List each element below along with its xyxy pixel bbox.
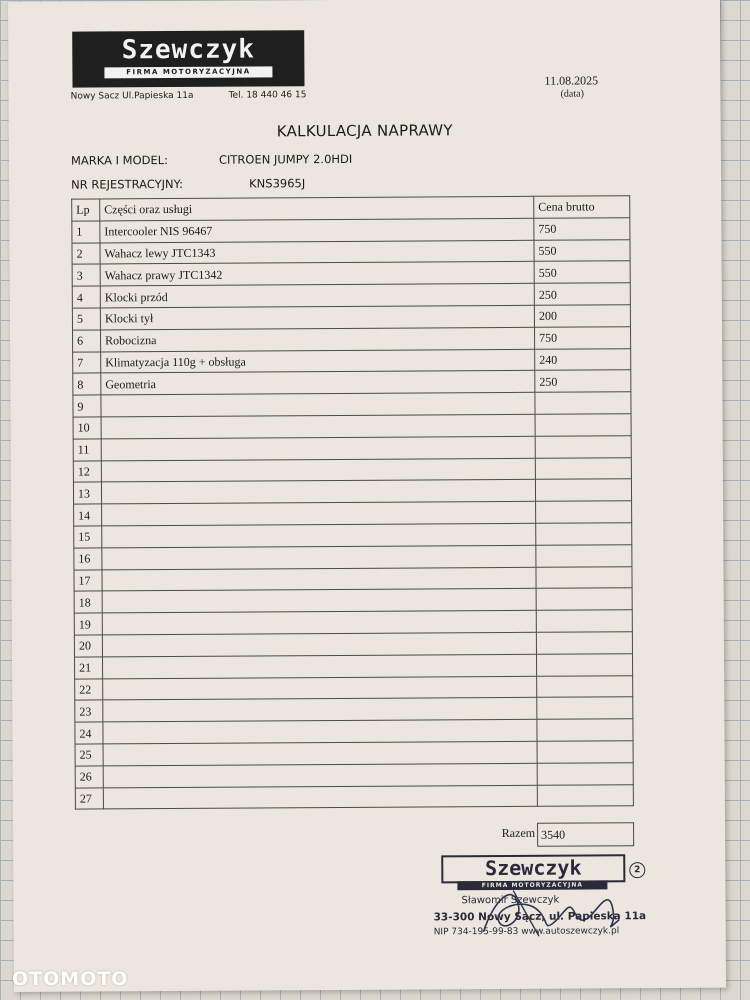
cell-item-name [103,698,537,722]
cell-item-name [102,610,536,634]
cell-lp: 15 [74,526,102,548]
table-row [75,784,633,809]
registration-label: NR REJESTRACYJNY: [71,176,184,192]
cell-lp: 14 [74,504,102,526]
cell-item-name [103,741,537,765]
otomoto-watermark: OTOMOTO [12,968,129,990]
cell-lp: 16 [74,548,102,570]
handwritten-signature [443,860,643,941]
cell-price [537,675,633,697]
cell-lp: 20 [74,635,102,657]
cell-item-name [102,523,536,547]
company-address: Nowy Sacz Ul.Papieska 11a [70,90,194,102]
cell-item-name: Klimatyzacja 110g + obsługa [101,349,535,373]
cell-item-name [103,785,537,809]
header-items: Części oraz usługi [100,196,534,220]
cell-price: 550 [534,261,630,283]
cell-price: 750 [534,326,630,348]
cell-item-name [103,676,537,700]
document-date: 11.08.2025 [544,73,599,88]
cell-price [536,523,632,545]
company-name: Szewczyk [121,34,255,66]
cell-price [535,435,631,457]
company-subtitle: FIRMA MOTORYZACYJNA [104,66,272,78]
cell-item-name [103,763,537,787]
cell-item-name [103,654,537,678]
repair-estimate-sheet [8,0,726,992]
cell-price: 200 [534,305,630,327]
cell-item-name [103,719,537,743]
cell-lp: 17 [74,569,102,591]
stamp-address: 33-300 Nowy Sącz, ul. Papieska 11a [433,910,647,924]
cell-price [536,566,632,588]
cell-item-name [101,414,535,438]
cell-price [537,762,633,784]
cell-price: 240 [535,348,631,370]
cell-price [535,479,631,501]
cell-price [536,653,632,675]
cell-price [535,392,631,414]
cell-item-name [101,392,535,416]
cell-price [535,414,631,436]
registration-value: KNS3965J [249,176,306,191]
cell-price [536,544,632,566]
cell-price [537,697,633,719]
cell-lp: 5 [72,308,100,330]
cell-lp: 23 [75,700,103,722]
cell-item-name [101,458,535,482]
header-price: Cena brutto [534,196,630,218]
stamp-subtitle: FIRMA MOTORYZACYJNA [457,880,607,890]
stamp-name: Szewczyk [441,854,625,883]
stamp-owner: Sławomir Szewczyk [461,894,560,907]
document-title: KALKULACJA NAPRAWY [276,121,453,141]
cell-price [536,610,632,632]
total-row [75,822,633,847]
cell-price [536,632,632,654]
cell-price [536,501,632,523]
cell-price [536,588,632,610]
cell-price [537,719,633,741]
cell-item-name [102,545,536,569]
cell-lp: 13 [73,482,101,504]
stamp-mark: 2 [629,862,645,878]
cell-lp: 18 [74,591,102,613]
cell-lp: 21 [75,657,103,679]
cell-lp: 4 [72,286,100,308]
cell-lp: 27 [75,787,103,809]
cell-lp: 1 [72,221,100,243]
date-caption: (data) [560,88,584,100]
cell-item-name: Wahacz lewy JTC1343 [100,240,534,264]
cell-lp: 12 [73,461,101,483]
cell-item-name: Wahacz prawy JTC1342 [100,262,534,286]
cell-lp: 9 [73,395,101,417]
cell-item-name [102,589,536,613]
cell-lp: 19 [74,613,102,635]
cell-price [537,784,633,806]
total-value: 3540 [537,822,634,847]
cell-lp: 24 [75,722,103,744]
stamp-nip: NIP 734-195-99-83 www.autoszewczyk.pl [433,926,620,938]
cell-lp: 25 [75,744,103,766]
cell-item-name [101,436,535,460]
cell-item-name [102,567,536,591]
make-model-value: CITROEN JUMPY 2.0HDI [218,151,353,167]
cell-item-name: Klocki tył [100,305,534,329]
cell-lp: 8 [73,373,101,395]
cell-item-name: Klocki przód [100,283,534,307]
cell-price: 250 [534,283,630,305]
cell-lp: 6 [73,330,101,352]
cell-lp: 22 [75,678,103,700]
header-lp: Lp [72,199,100,221]
total-label: Razem [501,825,536,840]
cell-lp: 7 [73,352,101,374]
cell-price: 250 [535,370,631,392]
cell-lp: 3 [72,264,100,286]
cell-lp: 10 [73,417,101,439]
make-model-label: MARKA I MODEL: [70,153,169,168]
cell-item-name: Robocizna [101,327,535,351]
company-phone: Tel. 18 440 46 15 [228,90,307,101]
cell-item-name [102,501,536,525]
cell-item-name: Geometria [101,371,535,395]
cell-lp: 26 [75,766,103,788]
items-table [71,195,634,810]
cell-lp: 11 [73,439,101,461]
cell-item-name [102,632,536,656]
cell-price: 550 [534,239,630,261]
company-logo [72,30,304,87]
cell-item-name [101,480,535,504]
cell-lp: 2 [72,243,100,265]
cell-price [535,457,631,479]
cell-price [537,741,633,763]
cell-price: 750 [534,218,630,240]
cell-item-name: Intercooler NIS 96467 [100,218,534,242]
